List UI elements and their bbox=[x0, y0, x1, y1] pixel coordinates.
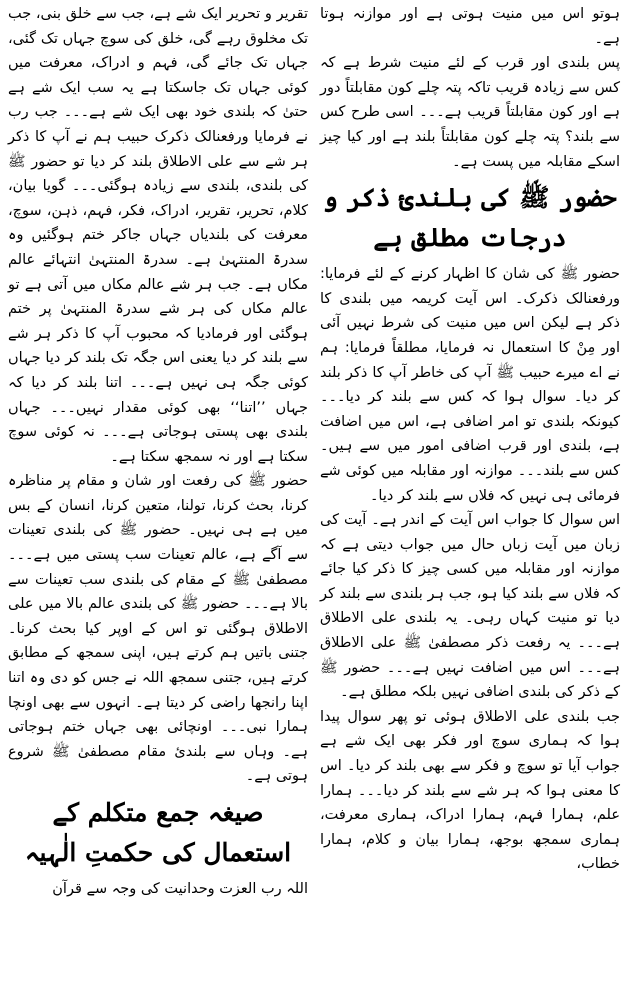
column-left bbox=[8, 2, 308, 902]
paragraph: اللہ رب العزت وحدانیت کی وجہ سے قرآن bbox=[52, 881, 308, 897]
section-heading: صیغہ جمع متکلم کے استعمال کی حکمتِ الٰہیہ bbox=[24, 798, 292, 867]
column-right bbox=[320, 2, 620, 877]
paragraph: جب بلندی علی الاطلاق ہوئی تو پھر سوال پیدا ہوا کہ ہماری سوچ اور فکر بھی ایک شے ہے جواب آیا تو سوچ و فکر سے بھی بلند کر دیا۔ اس کا معنی ہوا کہ ہر شے سے بلند کر دیا۔۔۔ ہمارا علم، ہمارا فہم، ہمارا ادراک، ہماری معرفت، ہماری سمجھ بوجھ، ہمارا بیان و کلام، ہمارا خطاب، bbox=[320, 708, 620, 873]
paragraph: حضور ﷺ کی شان کا اظہار کرنے کے لئے فرمایا: ورفعنالک ذکرک۔ اس آیت کریمہ میں بلندی کا ذکر ہے لیکن اس میں منیت کی شرط نہیں آئی اور مِنْ کا استعمال نہ فرمایا، مطلقاً فرمایا: ہم نے اے میرے حبیب ﷺ آپ کی خاطر آپ کا ذکر بلند کر دیا۔ سوال ہوا کہ کس سے بلند کر دیا۔۔۔ کیونکہ بلندی تو امر اضافی ہے، اس میں اضافت ہے، بلندی اور قرب اضافی امور میں سے ہیں۔ کس سے بلند۔۔۔ موازنہ اور مقابلہ میں کوئی شے فرمائی ہی نہیں کہ فلاں سے بلند کر دیا۔ bbox=[320, 266, 620, 504]
paragraph: اس سوال کا جواب اس آیت کے اندر ہے۔ آیت کی زبان میں آیت زباں حال میں جواب دیتی ہے کہ موازنہ اور مقابلہ میں کسی چیز کا ذکر کیا جائے کہ فلاں سے بلند کیا ہو، جب ہر بلندی سے بلند کر دیا تو منیت کہاں رہی۔ یہ بلندی علی الاطلاق ہے۔۔۔ یہ رفعت ذکر مصطفیٰ ﷺ علی الاطلاق ہے۔۔۔ اس میں اضافت نہیں ہے۔۔۔ حضور ﷺ کے ذکر کی بلندی اضافی نہیں بلکہ مطلق ہے۔ bbox=[320, 512, 620, 701]
paragraph: ہوتو اس میں منیت ہوتی ہے اور موازنہ ہوتا ہے۔ bbox=[320, 6, 620, 47]
paragraph: پس بلندی اور قرب کے لئے منیت شرط ہے کہ کس سے زیادہ قریب تاکہ پتہ چلے کون مقابلتاً دور ہے اور کون مقابلتاً قریب ہے۔۔۔ اسی طرح کس سے بلند؟ پتہ چلے کون مقابلتاً بلند ہے اور کیا چیز اسکے مقابلہ میں پست ہے۔ bbox=[320, 55, 620, 170]
section-heading: حضور ﷺ کی بلندیٔ ذکر و درجات مطلق ہے bbox=[323, 183, 617, 253]
paragraph: حضور ﷺ کی رفعت اور شان و مقام پر مناظرہ کرنا، بحث کرنا، تولنا، متعین کرنا، انسان کے بس میں ہے ہی نہیں۔ حضور ﷺ کی بلندی تعینات سے آگے ہے، عالم تعینات سب پستی میں ہے۔۔۔ مصطفیٰ ﷺ کے مقام کی بلندی سب تعینات سے بالا ہے۔۔۔ حضور ﷺ کی بلندی عالم بالا میں علی الاطلاق ہوگئی تو اس کے اوپر کیا بحث کرنا۔ جتنی باتیں ہم کرتے ہیں، اپنی سمجھ کے مطابق کرتے ہیں، جتنی سمجھ اللہ نے جس کو دی وہ اتنا اپنا رانجھا راضی کر دیتا ہے۔ انہوں سے بھی اونچا ہمارا نبی۔۔۔ اونچائی بھی جہاں ختم ہوجاتی ہے۔ وہاں سے بلندیٔ مقام مصطفیٰ ﷺ شروع ہوتی ہے۔ bbox=[8, 473, 308, 785]
paragraph: تقریر و تحریر ایک شے ہے، جب سے خلق بنی، جب تک مخلوق رہے گی، خلق کی سوچ جہاں تک گئی، جہاں تک جائے گی، فہم و ادراک، معرفت میں کوئی جہاں تک جاسکتا ہے یہ سب ایک شے ہے حتیٰ کہ بلندی خود بھی ایک شے ہے۔۔۔ جب رب نے فرمایا ورفعنالک ذکرک حبیب ہم نے آپ کا ذکر ہر شے سے علی الاطلاق بلند کر دیا تو حضور ﷺ کی بلندی، بلندی سے زیادہ ہوگئی۔۔۔ گویا بیان، کلام، تحریر، تقریر، ادراک، فکر، فہم، ذہن، سوچ، معرفت کی بلندیاں جہاں جاکر ختم ہوگئیں وہ سدرۃ المنتہیٰ ہے۔ سدرۃ المنتہیٰ انتہائے عالم مکاں ہے۔ جب ہر شے عالم مکاں میں آتی ہے تو عالم مکاں کی ہر شے سدرۃ المنتہیٰ پر ختم ہوگئی اور فرمادیا کہ محبوب آپ کا ذکر ہر شے سے بلند کر دیا یعنی اس جگہ تک بلند کر دیا جہاں کوئی جگہ ہی نہیں ہے۔۔۔ اتنا بلند کر دیا کہ جہاں ’’اتنا‘‘ بھی کوئی مقدار نہیں۔۔۔ جہاں بلندی بھی پستی ہوجاتی ہے۔۔۔ نہ کوئی سوچ سکتا ہے اور نہ سمجھ سکتا ہے۔ bbox=[8, 6, 308, 465]
